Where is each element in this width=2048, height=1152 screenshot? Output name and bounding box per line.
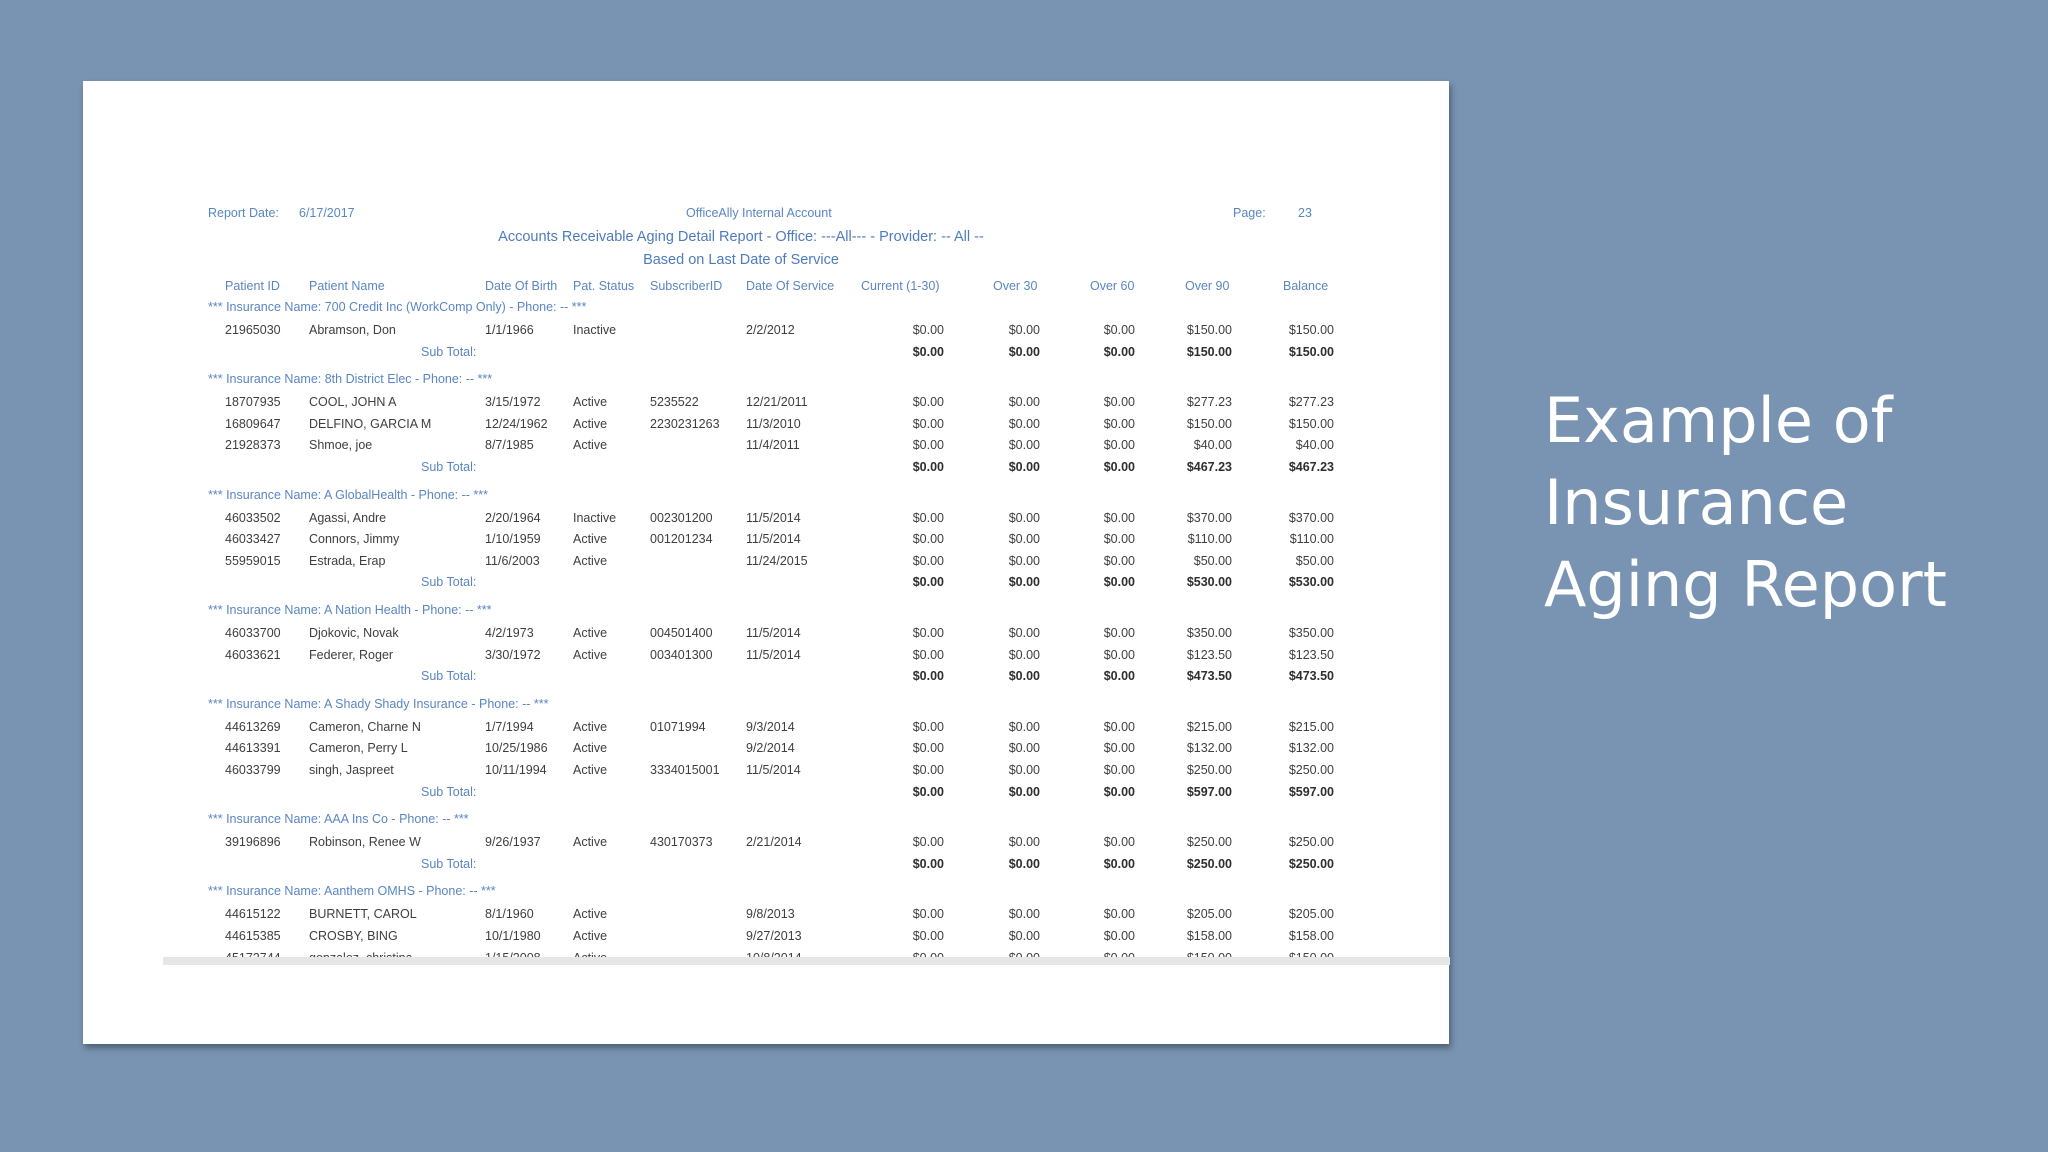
subtotal-value: $0.00	[912, 669, 944, 684]
table-cell: 10/25/1986	[485, 741, 548, 756]
table-cell: Active	[573, 626, 608, 640]
subtotal-value: $0.00	[1103, 856, 1135, 871]
subtotal-value: $597.00	[1288, 784, 1334, 799]
insurance-group-header: *** Insurance Name: A GlobalHealth - Phone: -- ***	[208, 487, 489, 502]
table-cell: $0.00	[912, 510, 944, 525]
table-cell: 01071994	[650, 719, 706, 734]
table-cell: COOL, JOHN A	[309, 395, 397, 410]
table-cell: Active	[573, 719, 608, 734]
table-cell: $0.00	[1008, 907, 1040, 922]
table-cell: 10/11/1994	[485, 763, 547, 777]
table-cell: 2/2/2012	[746, 323, 795, 337]
subtotal-value: $0.00	[912, 575, 944, 590]
table-cell: 11/5/2014	[746, 763, 801, 777]
table-cell: 1/10/1959	[485, 532, 541, 547]
subtotal-value: $0.00	[912, 784, 944, 799]
table-cell: Active	[573, 741, 608, 756]
table-cell: $0.00	[1103, 323, 1135, 337]
table-cell: $150.00	[1288, 416, 1334, 431]
column-header: Current (1-30)	[861, 279, 940, 293]
subtotal-value: $0.00	[912, 856, 944, 871]
table-cell: 11/6/2003	[485, 553, 540, 568]
table-cell: $158.00	[1186, 929, 1232, 943]
table-cell: 001201234	[650, 532, 713, 547]
table-cell: 44615122	[225, 907, 281, 922]
table-cell: Estrada, Erap	[309, 553, 386, 568]
table-cell: $0.00	[912, 907, 944, 922]
table-cell: 44613391	[225, 741, 281, 756]
subtotal-value: $0.00	[1008, 856, 1040, 871]
table-cell: $0.00	[1008, 647, 1040, 662]
table-cell: $350.00	[1288, 626, 1334, 640]
table-cell: Active	[573, 763, 608, 777]
table-cell: singh, Jaspreet	[309, 763, 394, 777]
table-cell: $0.00	[1008, 553, 1040, 568]
table-cell: Inactive	[573, 323, 617, 337]
insurance-group-header: *** Insurance Name: A Nation Health - Phone: -- ***	[208, 603, 492, 617]
table-cell: $0.00	[1103, 532, 1135, 547]
table-cell: 2/21/2014	[746, 835, 802, 850]
table-cell: $250.00	[1186, 763, 1232, 777]
table-cell: $250.00	[1288, 763, 1334, 777]
table-cell: 12/21/2011	[746, 395, 808, 410]
insurance-group-header: *** Insurance Name: A Shady Shady Insurance - Phone: -- ***	[208, 696, 549, 711]
subtotal-value: $250.00	[1186, 856, 1232, 871]
table-cell: $215.00	[1288, 719, 1334, 734]
table-cell: Active	[573, 907, 608, 922]
table-cell: 9/26/1937	[485, 835, 541, 850]
table-cell: Active	[573, 416, 608, 431]
table-cell: 002301200	[650, 510, 713, 525]
table-cell: $0.00	[1103, 929, 1135, 943]
table-cell: 39196896	[225, 835, 281, 850]
table-cell: $110.00	[1187, 532, 1232, 547]
table-cell: $215.00	[1186, 719, 1232, 734]
report-page	[83, 81, 1449, 1044]
subtotal-value: $0.00	[912, 460, 944, 474]
table-cell: $277.23	[1186, 395, 1232, 410]
subtotal-value: $473.50	[1288, 669, 1334, 684]
table-cell: Active	[573, 647, 608, 662]
table-cell: $0.00	[1103, 626, 1135, 640]
table-cell: $250.00	[1186, 835, 1232, 850]
table-cell: $110.00	[1289, 532, 1334, 547]
table-cell: $0.00	[1008, 626, 1040, 640]
table-cell: 2230231263	[650, 416, 720, 431]
table-cell: 11/24/2015	[746, 553, 808, 568]
table-cell: $0.00	[912, 416, 944, 431]
insurance-group-header: *** Insurance Name: 700 Credit Inc (WorkComp Only) - Phone: -- ***	[208, 300, 587, 314]
column-header: Balance	[1283, 279, 1329, 293]
table-cell: $0.00	[912, 438, 944, 453]
table-cell: $158.00	[1288, 929, 1334, 943]
subtotal-value: $530.00	[1186, 575, 1232, 590]
table-cell: $370.00	[1288, 510, 1334, 525]
table-cell: Cameron, Perry L	[309, 741, 408, 756]
table-cell: 44615385	[225, 929, 281, 943]
table-cell: $0.00	[912, 395, 944, 410]
table-cell: $0.00	[912, 647, 944, 662]
table-cell: $0.00	[912, 835, 944, 850]
table-cell: Active	[573, 395, 608, 410]
table-cell: $0.00	[1008, 395, 1040, 410]
subtotal-value: $597.00	[1186, 784, 1232, 799]
table-cell: $0.00	[1008, 929, 1040, 943]
table-cell: 2/20/1964	[485, 510, 541, 525]
table-cell: $350.00	[1186, 626, 1232, 640]
table-cell: $0.00	[1103, 510, 1135, 525]
table-cell: $0.00	[912, 323, 944, 337]
table-cell: $123.50	[1186, 647, 1232, 662]
subtotal-value: $0.00	[1103, 669, 1135, 684]
account-name: OfficeAlly Internal Account	[686, 206, 832, 220]
table-cell: 3/30/1972	[485, 647, 541, 662]
table-cell: Abramson, Don	[309, 323, 396, 337]
subtotal-value: $0.00	[1008, 460, 1040, 474]
table-cell: 16809647	[225, 416, 281, 431]
subtotal-value: $250.00	[1288, 856, 1334, 871]
subtotal-value: $0.00	[1008, 669, 1040, 684]
subtotal-value: $150.00	[1186, 344, 1232, 359]
insurance-group-header: *** Insurance Name: AAA Ins Co - Phone: -- ***	[208, 812, 469, 827]
table-cell: $0.00	[912, 626, 944, 640]
table-cell: 003401300	[650, 647, 713, 662]
table-cell: Active	[573, 438, 608, 453]
report-subtitle: Based on Last Date of Service	[643, 252, 839, 268]
table-cell: Federer, Roger	[309, 647, 394, 662]
table-cell: $0.00	[1103, 647, 1135, 662]
table-cell: 9/3/2014	[746, 719, 795, 734]
table-cell: 46033427	[225, 532, 281, 547]
table-cell: $123.50	[1288, 647, 1334, 662]
subtotal-value: $0.00	[1008, 575, 1040, 590]
table-cell: 8/1/1960	[485, 907, 534, 922]
table-cell: 10/1/1980	[485, 929, 541, 943]
table-cell: 3334015001	[650, 763, 720, 777]
table-cell: $0.00	[1103, 763, 1135, 777]
column-header: SubscriberID	[650, 279, 723, 293]
table-cell: $0.00	[912, 719, 944, 734]
table-cell: 5235522	[650, 395, 699, 410]
table-cell: 8/7/1985	[485, 438, 534, 453]
table-cell: $0.00	[912, 741, 944, 756]
table-cell: Active	[573, 532, 608, 547]
report-date: 6/17/2017	[299, 206, 355, 220]
column-header: Date Of Service	[746, 279, 835, 293]
table-cell: $0.00	[912, 532, 944, 547]
table-cell: BURNETT, CAROL	[309, 907, 417, 922]
slide-title-line: Example of	[1544, 384, 1893, 457]
table-cell: 21965030	[225, 323, 281, 337]
subtotal-value: $0.00	[912, 344, 944, 359]
table-cell: $0.00	[1008, 323, 1040, 337]
table-cell: 9/2/2014	[746, 741, 795, 756]
table-cell: $0.00	[1103, 907, 1135, 922]
subtotal-value: $467.23	[1186, 460, 1232, 474]
table-cell: DELFINO, GARCIA M	[309, 416, 432, 431]
table-cell: $0.00	[1103, 719, 1135, 734]
subtotal-value: $0.00	[1103, 784, 1135, 799]
table-cell: Cameron, Charne N	[309, 719, 421, 734]
table-cell: $0.00	[1103, 438, 1135, 453]
table-cell: $0.00	[1103, 835, 1135, 850]
table-cell: $0.00	[1008, 719, 1040, 734]
table-cell: $0.00	[912, 553, 944, 568]
table-cell: $0.00	[1008, 416, 1040, 431]
table-cell: $0.00	[1008, 741, 1040, 756]
table-cell: 46033502	[225, 510, 281, 525]
column-header: Over 30	[993, 279, 1038, 293]
table-cell: $0.00	[1008, 510, 1040, 525]
table-cell: Agassi, Andre	[309, 510, 387, 525]
table-cell: $50.00	[1295, 553, 1334, 568]
column-header: Patient Name	[309, 279, 385, 293]
subtotal-value: $150.00	[1288, 344, 1334, 359]
table-cell: $0.00	[912, 929, 944, 943]
table-cell: $205.00	[1288, 907, 1334, 922]
page-fold-line	[163, 957, 1450, 965]
table-cell: 44613269	[225, 719, 281, 734]
table-cell: $50.00	[1193, 553, 1232, 568]
table-cell: 004501400	[650, 626, 713, 640]
subtotal-value: $0.00	[1103, 344, 1135, 359]
subtotal-value: $530.00	[1288, 575, 1334, 590]
subtotal-value: $0.00	[1008, 344, 1040, 359]
subtotal-label: Sub Total:	[421, 856, 477, 871]
subtotal-label: Sub Total:	[421, 460, 477, 474]
table-cell: 46033621	[225, 647, 281, 662]
table-cell: 11/5/2014	[746, 647, 801, 662]
column-header: Over 60	[1090, 279, 1135, 293]
report-title: Accounts Receivable Aging Detail Report - Office: ---All--- - Provider: -- All --	[498, 229, 984, 245]
table-cell: 11/4/2011	[746, 438, 800, 453]
table-cell: $0.00	[912, 763, 944, 777]
subtotal-value: $0.00	[1008, 784, 1040, 799]
slide-title-line: Insurance	[1544, 466, 1849, 539]
insurance-group-header: *** Insurance Name: 8th District Elec - Phone: -- ***	[208, 372, 493, 387]
page-number: 23	[1298, 206, 1312, 220]
table-cell: $205.00	[1186, 907, 1232, 922]
column-header: Date Of Birth	[485, 279, 558, 293]
table-cell: 11/5/2014	[746, 626, 801, 640]
table-cell: 1/7/1994	[485, 719, 534, 734]
table-cell: 11/5/2014	[746, 532, 801, 547]
table-cell: $277.23	[1288, 395, 1334, 410]
table-cell: $370.00	[1186, 510, 1232, 525]
table-cell: Active	[573, 929, 608, 943]
table-cell: 55959015	[225, 553, 281, 568]
table-cell: 46033799	[225, 763, 281, 777]
subtotal-label: Sub Total:	[421, 784, 477, 799]
table-cell: Active	[573, 553, 608, 568]
subtotal-label: Sub Total:	[421, 344, 477, 359]
table-cell: 1/1/1966	[485, 323, 534, 337]
column-header: Pat. Status	[573, 279, 635, 293]
subtotal-value: $467.23	[1288, 460, 1334, 474]
subtotal-value: $473.50	[1186, 669, 1232, 684]
table-cell: $0.00	[1103, 553, 1135, 568]
table-cell: 430170373	[650, 835, 713, 850]
table-cell: 21928373	[225, 438, 281, 453]
subtotal-label: Sub Total:	[421, 575, 477, 590]
table-cell: 4/2/1973	[485, 626, 534, 640]
table-cell: $0.00	[1008, 438, 1040, 453]
table-cell: $0.00	[1103, 395, 1135, 410]
table-cell: 11/3/2010	[746, 416, 801, 431]
table-cell: $0.00	[1008, 763, 1040, 777]
table-cell: $150.00	[1186, 416, 1232, 431]
table-cell: 12/24/1962	[485, 416, 548, 431]
insurance-group-header: *** Insurance Name: Aanthem OMHS - Phone: -- ***	[208, 884, 496, 899]
table-cell: $150.00	[1288, 323, 1334, 337]
column-header: Patient ID	[225, 279, 280, 293]
table-cell: 18707935	[225, 395, 281, 410]
table-cell: $0.00	[1008, 835, 1040, 850]
table-cell: $40.00	[1295, 438, 1334, 453]
table-cell: Connors, Jimmy	[309, 532, 400, 547]
table-cell: $0.00	[1008, 532, 1040, 547]
table-cell: 9/27/2013	[746, 929, 802, 943]
table-cell: 46033700	[225, 626, 281, 640]
table-cell: 9/8/2013	[746, 907, 795, 922]
table-cell: Robinson, Renee W	[309, 835, 421, 850]
table-cell: $0.00	[1103, 741, 1135, 756]
column-header: Over 90	[1185, 279, 1230, 293]
table-cell: 11/5/2014	[746, 510, 801, 525]
table-cell: $150.00	[1186, 323, 1232, 337]
table-cell: Active	[573, 835, 608, 850]
slide-title	[1544, 380, 2004, 626]
table-cell: $40.00	[1193, 438, 1232, 453]
table-cell: 3/15/1972	[485, 395, 541, 410]
table-cell: CROSBY, BING	[309, 929, 398, 943]
table-cell: Shmoe, joe	[309, 438, 373, 453]
page-label: Page:	[1233, 206, 1266, 220]
table-cell: $250.00	[1288, 835, 1334, 850]
slide-title-line: Aging Report	[1544, 548, 1947, 621]
table-cell: Djokovic, Novak	[309, 626, 399, 640]
subtotal-value: $0.00	[1103, 460, 1135, 474]
table-cell: $0.00	[1103, 416, 1135, 431]
table-cell: $132.00	[1288, 741, 1334, 756]
table-cell: Inactive	[573, 510, 617, 525]
report-date-label: Report Date:	[208, 206, 279, 220]
subtotal-label: Sub Total:	[421, 669, 477, 684]
table-cell: $132.00	[1186, 741, 1232, 756]
subtotal-value: $0.00	[1103, 575, 1135, 590]
